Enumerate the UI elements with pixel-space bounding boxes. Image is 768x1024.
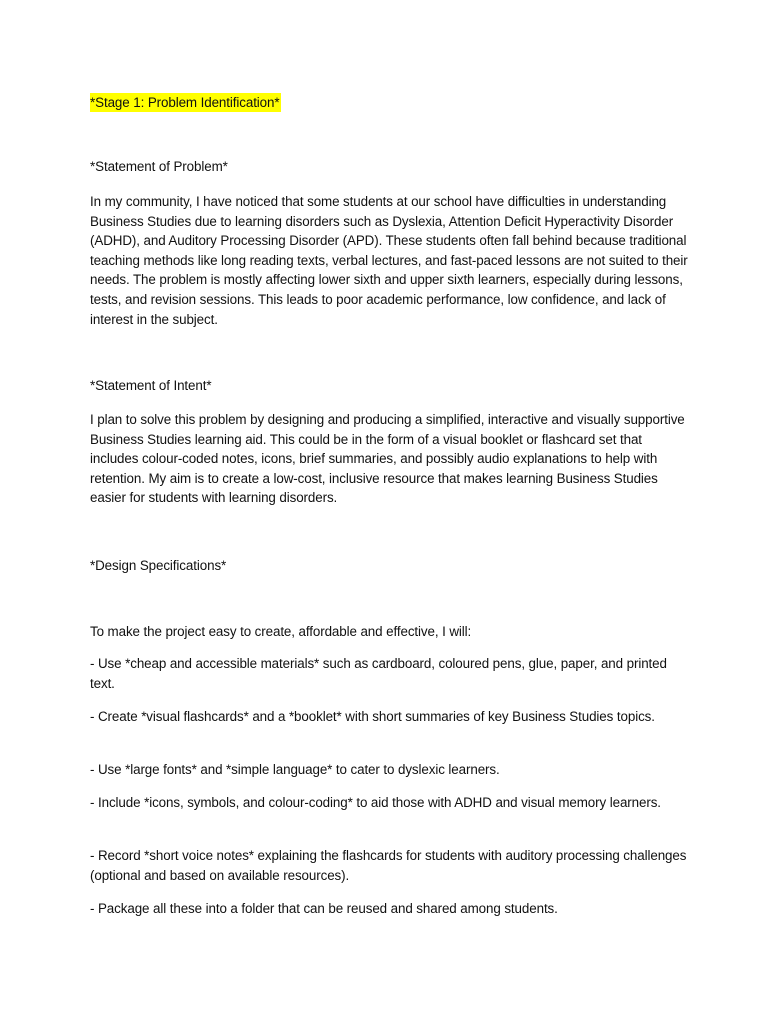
problem-heading: *Statement of Problem* (90, 159, 228, 174)
design-item: - Use *large fonts* and *simple language* to cater to dyslexic learners. (90, 762, 500, 777)
design-intro: To make the project easy to create, affordable and effective, I will: (90, 624, 472, 639)
design-item: - Package all these into a folder that can be reused and shared among students. (90, 901, 558, 916)
intent-heading: *Statement of Intent* (90, 378, 212, 393)
stage-title (90, 93, 690, 113)
problem-body: In my community, I have noticed that some students at our school have difficulties in understanding Business Studies due to learning disorders such as Dyslexia, Attention Deficit Hyperactivity Disorder (ADHD), and Auditory Processing Disorder (APD). These students often fall behind because traditional teaching methods like long reading texts, verbal lectures, and fast-paced lessons are not suited to their needs. The problem is mostly affecting lower sixth and upper sixth learners, especially during lessons, tests, and revision sessions. This leads to poor academic performance, low confidence, and lack of interest in the subject. (90, 194, 688, 327)
design-item: - Include *icons, symbols, and colour-coding* to aid those with ADHD and visual memory learners. (90, 795, 661, 810)
stage-title-text: *Stage 1: Problem Identification* (90, 95, 280, 110)
design-item: - Use *cheap and accessible materials* such as cardboard, coloured pens, glue, paper, and printed text. (90, 656, 667, 691)
design-item: - Create *visual flashcards* and a *booklet* with short summaries of key Business Studies topics. (90, 709, 655, 724)
design-heading: *Design Specifications* (90, 558, 227, 573)
design-item: - Record *short voice notes* explaining the flashcards for students with auditory processing challenges (optional and based on available resources). (90, 848, 687, 883)
intent-body: I plan to solve this problem by designing and producing a simplified, interactive and visually supportive Business Studies learning aid. This could be in the form of a visual booklet or flashcard set that includes colour-coded notes, icons, brief summaries, and possibly audio explanations to help with retention. My aim is to create a low-cost, inclusive resource that makes learning Business Studies easier for students with learning disorders. (90, 412, 685, 506)
